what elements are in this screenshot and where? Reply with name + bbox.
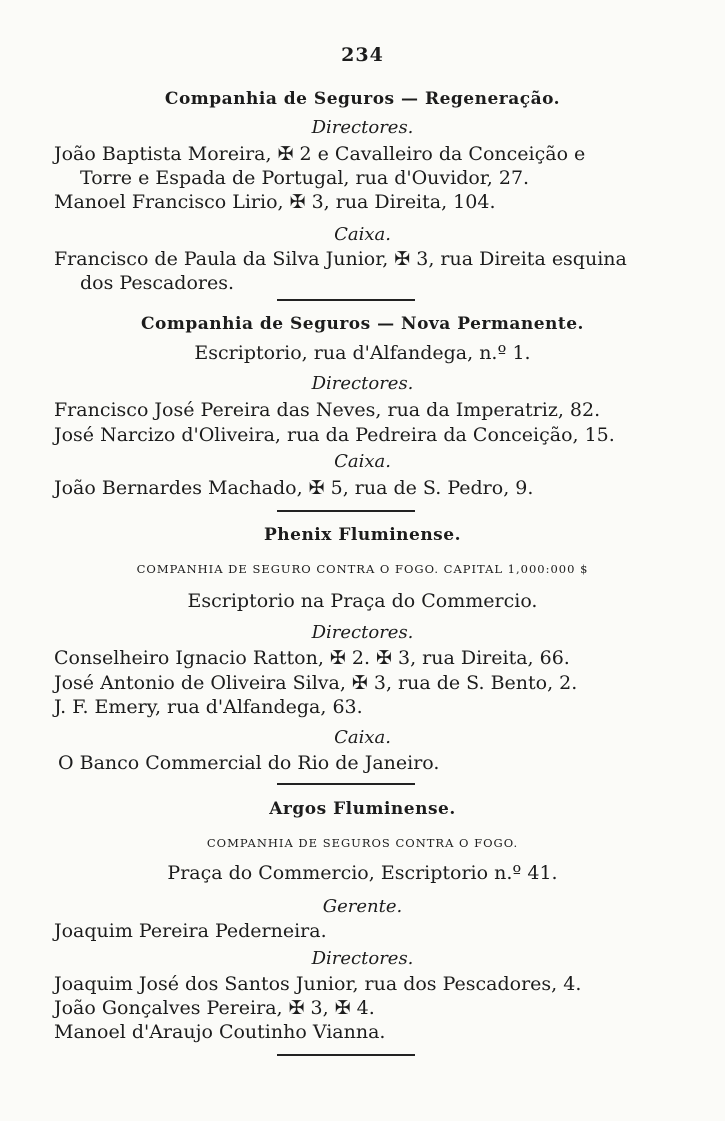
cashier-entry-continued: dos Pescadores. [80, 272, 235, 294]
office-address: Escriptorio, rua d'Alfandega, n.º 1. [194, 342, 531, 364]
office-address: Praça do Commercio, Escriptorio n.º 41. [167, 862, 558, 884]
director-entry: João Baptista Moreira, ✠ 2 e Cavalleiro da Conceição e [54, 143, 586, 165]
cashier-entry: Francisco de Paula da Silva Junior, ✠ 3, rua Direita esquina [54, 248, 627, 270]
section-divider [277, 299, 415, 301]
directors-heading: Directores. [311, 373, 414, 394]
cashier-heading: Caixa. [334, 727, 391, 748]
section-title-regeneracao: Companhia de Seguros — Regeneração. [164, 89, 561, 109]
director-entry-continued: Torre e Espada de Portugal, rua d'Ouvidor, 27. [80, 167, 530, 189]
cashier-entry: João Bernardes Machado, ✠ 5, rua de S. Pedro, 9. [54, 477, 534, 499]
section-divider [277, 1054, 415, 1056]
cashier-heading: Caixa. [334, 451, 391, 472]
directors-heading: Directores. [311, 117, 414, 138]
director-entry: Manoel d'Araujo Coutinho Vianna. [54, 1021, 386, 1043]
director-entry: José Narcizo d'Oliveira, rua da Pedreira da Conceição, 15. [54, 424, 615, 446]
page-number: 234 [341, 44, 384, 66]
director-entry: J. F. Emery, rua d'Alfandega, 63. [54, 696, 363, 718]
section-divider [277, 783, 415, 785]
director-entry: Conselheiro Ignacio Ratton, ✠ 2. ✠ 3, rua Direita, 66. [54, 647, 570, 669]
director-entry: Francisco José Pereira das Neves, rua da Imperatriz, 82. [54, 399, 601, 421]
manager-entry: Joaquim Pereira Pederneira. [54, 920, 327, 942]
section-subtitle: COMPANHIA DE SEGURO CONTRA O FOGO. CAPITAL 1,000:000 $ [136, 562, 589, 576]
director-entry: Manoel Francisco Lirio, ✠ 3, rua Direita, 104. [54, 191, 496, 213]
director-entry: João Gonçalves Pereira, ✠ 3, ✠ 4. [54, 997, 375, 1019]
director-entry: Joaquim José dos Santos Junior, rua dos Pescadores, 4. [54, 973, 582, 995]
section-title-nova-permanente: Companhia de Seguros — Nova Permanente. [141, 314, 584, 334]
section-title-argos-fluminense: Argos Fluminense. [269, 799, 456, 819]
cashier-entry: O Banco Commercial do Rio de Janeiro. [58, 752, 440, 774]
manager-heading: Gerente. [322, 896, 403, 917]
cashier-heading: Caixa. [334, 224, 391, 245]
office-address: Escriptorio na Praça do Commercio. [187, 590, 538, 612]
section-title-phenix-fluminense: Phenix Fluminense. [263, 525, 461, 545]
directors-heading: Directores. [311, 948, 414, 969]
section-subtitle: COMPANHIA DE SEGUROS CONTRA O FOGO. [206, 836, 519, 850]
director-entry: José Antonio de Oliveira Silva, ✠ 3, rua de S. Bento, 2. [54, 672, 578, 694]
directors-heading: Directores. [311, 622, 414, 643]
section-divider [277, 510, 415, 512]
